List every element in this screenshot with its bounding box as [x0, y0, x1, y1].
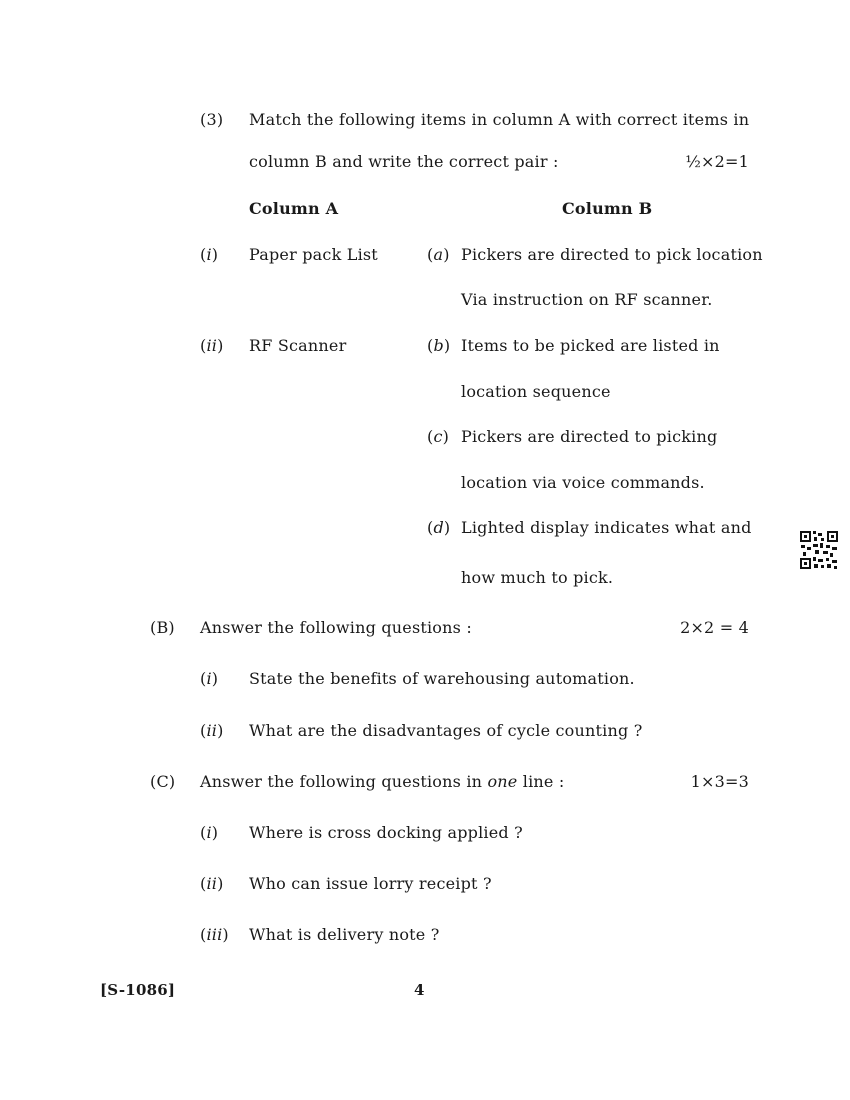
question-item: What is delivery note ?	[249, 925, 440, 944]
option-letter: (a)	[427, 245, 450, 264]
column-b-item-continued: Via instruction on RF scanner.	[461, 290, 713, 309]
column-b-header: Column B	[562, 199, 653, 218]
item-number: (i)	[200, 823, 219, 842]
item-number: (iii)	[200, 925, 229, 944]
column-b-item: Items to be picked are listed in	[461, 336, 720, 355]
column-b-item-continued: location sequence	[461, 382, 611, 401]
question-text-continued: column B and write the correct pair :	[249, 152, 559, 171]
question-item: What are the disadvantages of cycle counting ?	[249, 721, 643, 740]
column-a-item: RF Scanner	[249, 336, 347, 355]
item-number: (ii)	[200, 721, 224, 740]
column-b-item: Pickers are directed to pick location	[461, 245, 763, 264]
column-b-item: Lighted display indicates what and	[461, 518, 752, 537]
section-label: (C)	[150, 772, 176, 791]
paper-code: [S-1086]	[100, 981, 176, 999]
marks-allocation: 1×3=3	[690, 772, 749, 791]
question-number: (3)	[200, 110, 224, 129]
section-heading: Answer the following questions :	[200, 618, 472, 637]
option-letter: (d)	[427, 518, 451, 537]
option-letter: (c)	[427, 427, 450, 446]
item-number: (ii)	[200, 336, 224, 355]
section-label: (B)	[150, 618, 175, 637]
option-letter: (b)	[427, 336, 451, 355]
question-item: Where is cross docking applied ?	[249, 823, 523, 842]
question-item: State the benefits of warehousing automation.	[249, 669, 635, 688]
qr-code-icon	[799, 530, 839, 570]
marks-allocation: 2×2 = 4	[680, 618, 749, 637]
page-number: 4	[414, 981, 425, 999]
section-heading: Answer the following questions in one line :	[200, 772, 565, 791]
item-number: (ii)	[200, 874, 224, 893]
question-text: Match the following items in column A with correct items in	[249, 110, 750, 129]
column-b-item-continued: location via voice commands.	[461, 473, 705, 492]
item-number: (i)	[200, 245, 219, 264]
column-b-item: Pickers are directed to picking	[461, 427, 718, 446]
column-b-item-continued: how much to pick.	[461, 568, 614, 587]
marks-allocation: ½×2=1	[685, 152, 749, 171]
column-a-header: Column A	[249, 199, 339, 218]
column-a-item: Paper pack List	[249, 245, 378, 264]
item-number: (i)	[200, 669, 219, 688]
question-item: Who can issue lorry receipt ?	[249, 874, 492, 893]
